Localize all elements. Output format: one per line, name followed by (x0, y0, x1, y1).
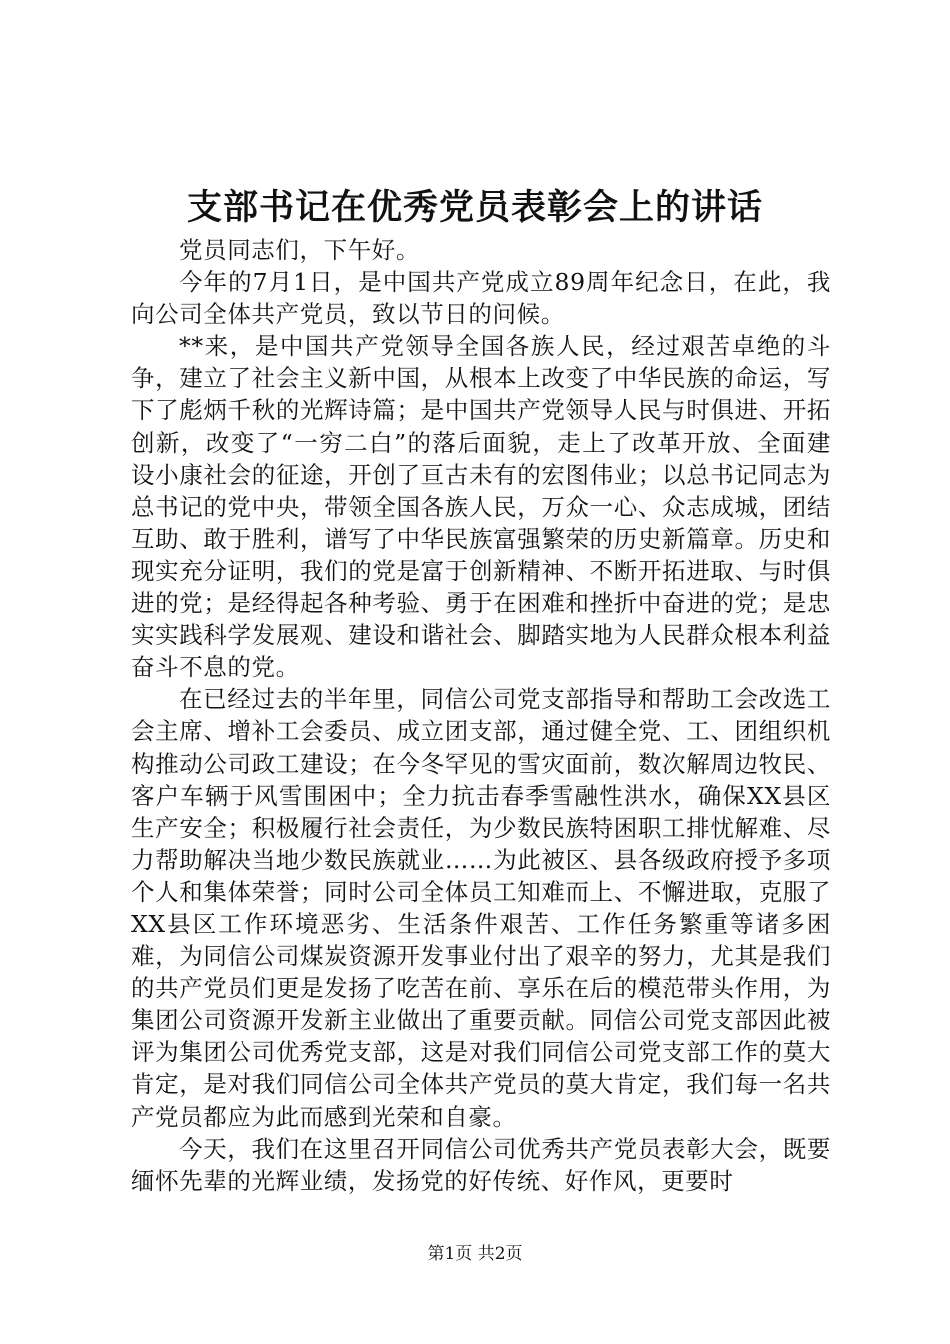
document-title: 支部书记在优秀党员表彰会上的讲话 (186, 187, 763, 228)
document-body (131, 234, 831, 1197)
paragraph-anniversary: 今年的7月1日，是中国共产党成立89周年纪念日，在此，我向公司全体共产党员，致以节日的问候。 (131, 268, 831, 329)
paragraph-today: 今天，我们在这里召开同信公司优秀共产党员表彰大会，既要缅怀先辈的光辉业绩，发扬党的好传统、好作风，更要时 (131, 1134, 831, 1195)
paragraph-history: **来，是中国共产党领导全国各族人民，经过艰苦卓绝的斗争，建立了社会主义新中国，从根本上改变了中华民族的命运，写下了彪炳千秋的光辉诗篇；是中国共产党领导人民与时俱进、开拓创新，改变了“一穷二白”的落后面貌，走上了改革开放、全面建设小康社会的征途，开创了亘古未有的宏图伟业；以总书记同志为总书记的党中央，带领全国各族人民，万众一心、众志成城，团结互助、敢于胜利，谱写了中华民族富强繁荣的历史新篇章。历史和现实充分证明，我们的党是富于创新精神、不断开拓进取、与时俱进的党；是经得起各种考验、勇于在困难和挫折中奋进的党；是忠实实践科学发展观、建设和谐社会、脚踏实地为人民群众根本利益奋斗不息的党。 (131, 332, 831, 682)
page-number-footer: 第1页 共2页 (427, 1244, 523, 1264)
paragraph-greeting: 党员同志们，下午好。 (179, 236, 420, 264)
paragraph-achievements: 在已经过去的半年里，同信公司党支部指导和帮助工会改选工会主席、增补工会委员、成立团支部，通过健全党、工、团组织机构推动公司政工建设；在今冬罕见的雪灾面前，数次解周边牧民、客户车辆于风雪围困中；全力抗击春季雪融性洪水，确保XX县区生产安全；积极履行社会责任，为少数民族特困职工排忧解难、尽力帮助解决当地少数民族就业……为此被区、县各级政府授予多项个人和集体荣誉；同时公司全体员工知难而上、不懈进取，克服了XX县区工作环境恶劣、生活条件艰苦、工作任务繁重等诸多困难，为同信公司煤炭资源开发事业付出了艰辛的努力，尤其是我们的共产党员们更是发扬了吃苦在前、享乐在后的模范带头作用，为集团公司资源开发新主业做出了重要贡献。同信公司党支部因此被评为集团公司优秀党支部，这是对我们同信公司党支部工作的莫大肯定，是对我们同信公司全体共产党员的莫大肯定，我们每一名共产党员都应为此而感到光荣和自豪。 (131, 685, 831, 1131)
